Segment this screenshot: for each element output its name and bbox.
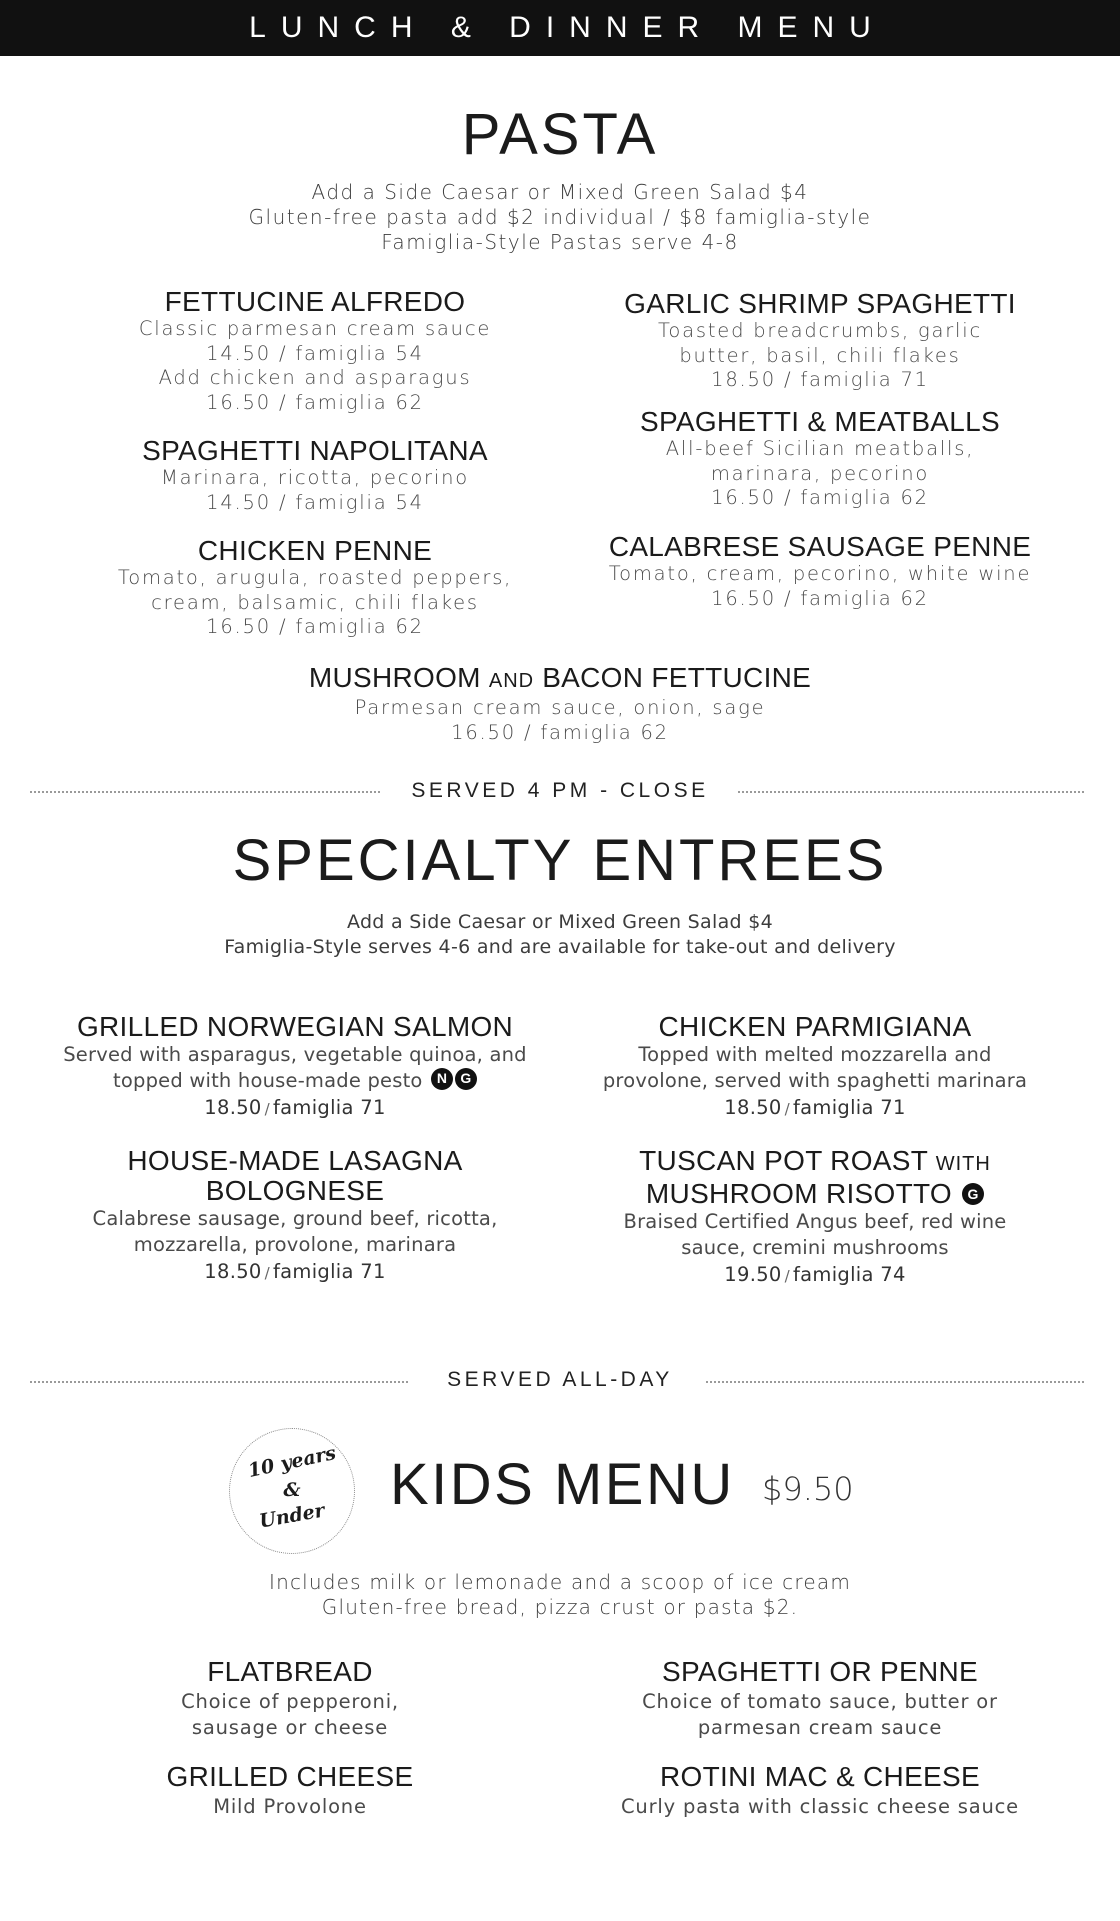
item-price	[40, 1257, 550, 1288]
item-name: CHICKEN PARMIGIANA	[658, 1011, 972, 1042]
gluten-free-badge-icon: G	[455, 1068, 477, 1090]
item-price: 16.50 / famiglia 62	[711, 586, 929, 610]
dotted-divider	[738, 791, 1084, 793]
item-name: GRILLED CHEESE	[166, 1761, 414, 1792]
menu-item-mushroom-bacon-fettucine	[0, 663, 1120, 745]
menu-item-garlic-shrimp-spaghetti	[585, 289, 1055, 393]
item-name-connector: AND	[488, 670, 535, 692]
item-name: CHICKEN PENNE	[197, 535, 433, 566]
item-price-individual: 18.50	[204, 1096, 262, 1119]
item-desc: Tomato, cream, pecorino, white wine	[608, 562, 1032, 585]
item-desc: Choice of pepperoni,	[181, 1690, 399, 1713]
item-name-connector: WITH	[935, 1153, 991, 1175]
item-desc: Tomato, arugula, roasted peppers,	[117, 566, 513, 589]
item-name: SPAGHETTI & MEATBALLS	[639, 406, 1001, 437]
item-name: SPAGHETTI NAPOLITANA	[142, 435, 488, 466]
seal-line: 10 years	[246, 1441, 338, 1483]
item-name: GRILLED NORWEGIAN SALMON	[76, 1011, 514, 1042]
item-price-individual: 18.50	[204, 1260, 262, 1283]
item-desc: Served with asparagus, vegetable quinoa, and	[63, 1043, 527, 1066]
item-desc: Braised Certified Angus beef, red wine	[623, 1210, 1007, 1233]
item-name: SPAGHETTI OR PENNE	[661, 1656, 979, 1687]
entrees-note: Famiglia-Style serves 4-6 and are available for take-out and delivery	[224, 936, 896, 958]
kids-section-title: KIDS MENU	[390, 1452, 735, 1517]
pasta-note: Gluten-free pasta add $2 individual / $8 famiglia-style	[248, 205, 872, 229]
menu-header-title: LUNCH & DINNER MENU	[249, 11, 886, 44]
item-price-famiglia: famiglia 74	[792, 1263, 906, 1286]
item-desc: topped with house-made pesto	[113, 1068, 423, 1092]
entrees-section-title-wrap	[0, 828, 1120, 893]
pasta-note: Famiglia-Style Pastas serve 4-8	[381, 230, 739, 254]
item-price	[575, 1093, 1055, 1124]
item-name: GARLIC SHRIMP SPAGHETTI	[624, 288, 1016, 319]
kids-notes	[0, 1570, 1120, 1620]
kids-note: Gluten-free bread, pizza crust or pasta $2.	[321, 1595, 799, 1619]
menu-item-calabrese-sausage-penne	[585, 532, 1055, 611]
item-name: BOLOGNESE	[205, 1175, 385, 1206]
item-name-part: MUSHROOM RISOTTO	[645, 1178, 952, 1209]
menu-item-spaghetti-meatballs	[585, 407, 1055, 511]
dotted-divider	[30, 1381, 408, 1383]
item-desc: cream, balsamic, chili flakes	[151, 590, 479, 614]
divider-label: SERVED 4 PM - CLOSE	[411, 779, 709, 802]
menu-item-chicken-penne	[80, 536, 550, 640]
item-desc: sausage or cheese	[191, 1715, 389, 1739]
item-name-part: MUSHROOM	[308, 662, 481, 693]
item-desc: mozzarella, provolone, marinara	[133, 1232, 457, 1256]
item-price	[40, 1093, 550, 1124]
item-name-part: BACON FETTUCINE	[542, 662, 812, 693]
item-price	[575, 1260, 1055, 1291]
item-desc: Classic parmesan cream sauce	[138, 317, 492, 340]
entrees-note: Add a Side Caesar or Mixed Green Salad $4	[346, 911, 773, 933]
price-separator: /	[264, 1264, 270, 1282]
item-price: 16.50 / famiglia 62	[711, 486, 929, 509]
item-desc-with-badges	[40, 1068, 550, 1094]
item-name: FETTUCINE ALFREDO	[164, 286, 466, 317]
menu-item-fettucine-alfredo	[80, 287, 550, 415]
kids-menu-price: $9.50	[762, 1470, 854, 1508]
item-desc: Curly pasta with classic cheese sauce	[621, 1795, 1019, 1818]
item-price-famiglia: famiglia 71	[272, 1260, 386, 1283]
menu-item-spaghetti-napolitana	[80, 436, 550, 515]
menu-header-bar	[0, 0, 1120, 56]
item-desc: Mild Provolone	[213, 1795, 367, 1818]
dotted-divider	[30, 791, 380, 793]
item-price: 16.50 / famiglia 62	[451, 720, 669, 744]
entrees-notes	[0, 910, 1120, 960]
nut-badge-icon: N	[431, 1068, 453, 1090]
item-price-famiglia: famiglia 71	[272, 1096, 386, 1119]
item-desc: Choice of tomato sauce, butter or	[642, 1690, 998, 1713]
menu-item-chicken-parmigiana	[575, 1012, 1055, 1124]
item-desc: butter, basil, chili flakes	[679, 343, 961, 367]
item-price-individual: 18.50	[724, 1096, 782, 1119]
item-price: 16.50 / famiglia 62	[206, 615, 424, 638]
item-desc: Add chicken and asparagus	[158, 366, 472, 389]
menu-item-house-made-lasagna	[40, 1146, 550, 1288]
menu-item-flatbread	[60, 1657, 520, 1740]
divider-label: SERVED ALL-DAY	[447, 1368, 673, 1391]
item-name: ROTINI MAC & CHEESE	[660, 1761, 980, 1792]
menu-item-grilled-cheese	[60, 1762, 520, 1820]
price-separator: /	[264, 1100, 270, 1118]
item-name: FLATBREAD	[207, 1656, 373, 1687]
price-separator: /	[784, 1267, 790, 1285]
item-price-individual: 19.50	[724, 1263, 782, 1286]
item-name	[575, 1179, 1055, 1209]
item-desc: sauce, cremini mushrooms	[681, 1235, 949, 1259]
pasta-notes	[0, 180, 1120, 255]
item-desc: Toasted breadcrumbs, garlic	[658, 319, 982, 342]
item-name: CALABRESE SAUSAGE PENNE	[608, 531, 1032, 562]
menu-item-spaghetti-or-penne	[560, 1657, 1080, 1740]
seal-line: Under	[257, 1499, 327, 1533]
item-desc: Calabrese sausage, ground beef, ricotta,	[92, 1207, 498, 1230]
pasta-section-title-wrap	[0, 102, 1120, 167]
gluten-free-badge-icon: G	[962, 1183, 984, 1205]
item-name: HOUSE-MADE LASAGNA	[127, 1145, 463, 1176]
item-desc: parmesan cream sauce	[697, 1715, 943, 1739]
item-desc: marinara, pecorino	[710, 461, 930, 485]
menu-item-grilled-norwegian-salmon	[40, 1012, 550, 1124]
item-price: 14.50 / famiglia 54	[206, 341, 424, 365]
age-seal-badge	[229, 1428, 355, 1554]
item-desc: Marinara, ricotta, pecorino	[161, 466, 469, 489]
pasta-note: Add a Side Caesar or Mixed Green Salad $4	[311, 180, 809, 204]
item-name-part: TUSCAN POT ROAST	[639, 1145, 928, 1176]
item-price: 16.50 / famiglia 62	[206, 390, 424, 414]
menu-item-tuscan-pot-roast	[575, 1146, 1055, 1291]
item-desc: Topped with melted mozzarella and	[638, 1043, 992, 1066]
item-price-famiglia: famiglia 71	[792, 1096, 906, 1119]
entrees-section-title: SPECIALTY ENTREES	[232, 828, 888, 893]
item-name	[575, 1146, 1055, 1179]
item-price: 18.50 / famiglia 71	[711, 368, 929, 391]
item-name	[0, 663, 1120, 696]
item-price: 14.50 / famiglia 54	[206, 490, 424, 514]
seal-line: &	[283, 1479, 301, 1501]
item-desc: provolone, served with spaghetti marinara	[602, 1068, 1028, 1092]
kids-title-wrap	[390, 1452, 735, 1517]
price-separator: /	[784, 1100, 790, 1118]
item-desc: Parmesan cream sauce, onion, sage	[354, 696, 766, 719]
menu-item-rotini-mac-cheese	[560, 1762, 1080, 1820]
dotted-divider	[706, 1381, 1084, 1383]
item-desc: All-beef Sicilian meatballs,	[665, 437, 975, 460]
kids-note: Includes milk or lemonade and a scoop of ice cream	[268, 1570, 851, 1594]
pasta-section-title: PASTA	[461, 102, 659, 167]
